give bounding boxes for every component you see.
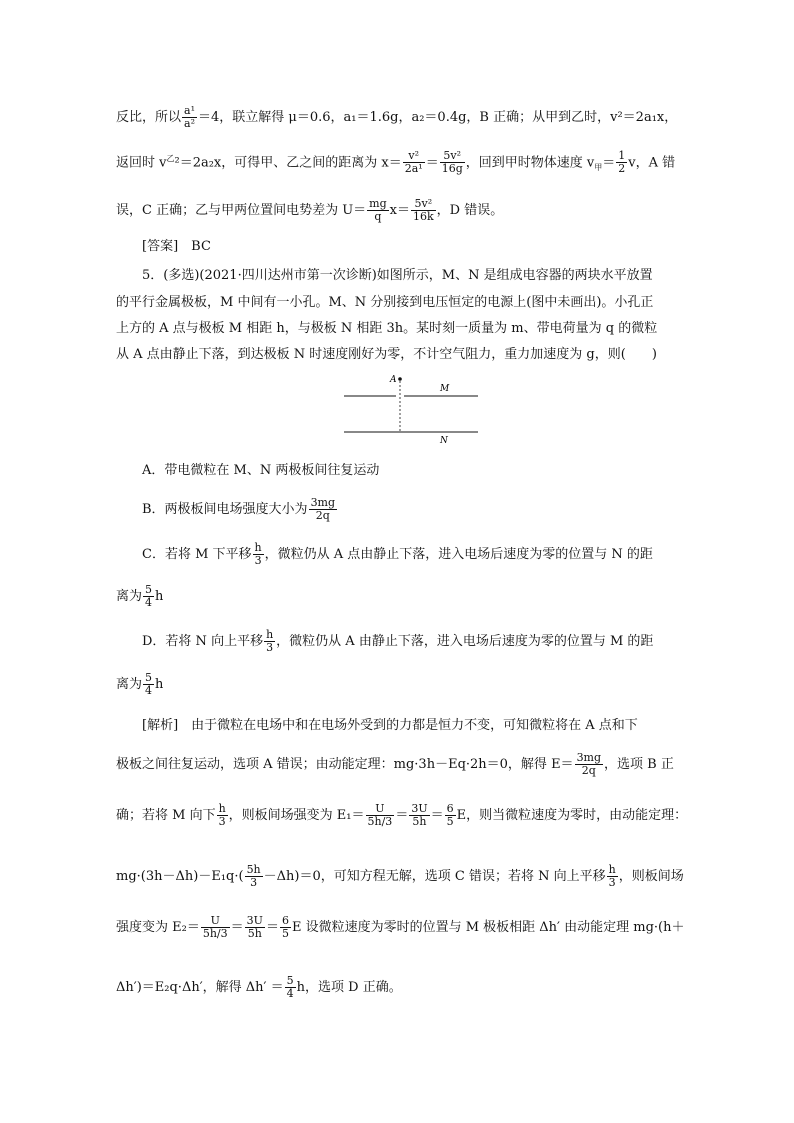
text-line: 返回时 $v^乙^2=2a_2x$，可得甲、乙之间的距离为 x＝ $\frac{\text{v²}}{\text{2a¹}}$ ＝ $\frac{\text{5v²}}{16g}$ ，回到甲时物体速度 $v_甲=$ $\frac{1}{2}$ v，A 错: [116, 149, 676, 176]
text: ＝4，联立解得 μ＝0.6，a₁＝1.6g，a₂＝0.4g，B 正确；从甲到乙时，v²＝2a₁x，: [197, 110, 678, 125]
option-d-cont: 离为 $\frac{5}{4}$ h: [116, 671, 164, 697]
capacitor-diagram: [340, 372, 482, 446]
analysis-text: 强度变为 E₂＝ $\frac{U}{5h/3}$ ＝ $\frac{3U}{5h}$ ＝ $\frac{6}{5}$ E 设微粒速度为零时的位置与 M 极板相距 Δh′ 由动能定理 mg·(h＋: [116, 914, 685, 940]
label-a: A: [390, 375, 397, 385]
fraction: $\frac{\text{5v²}}{16g}$: [441, 149, 463, 176]
fraction: $\frac{\text{v²}}{\text{2a¹}}$: [404, 149, 423, 176]
question-text: 5．(多选)(2021·四川达州市第一次诊断)如图所示，M、N 是组成电容器的两块水平放置: [142, 268, 653, 283]
text: 反比，所以: [116, 110, 182, 125]
analysis-text: 极板之间往复运动，选项 A 错误；由动能定理：mg·3h－Eq·2h＝0，解得 E＝ $\frac{3mg}{2q}$ ，选项 B 正: [116, 751, 674, 777]
point-a: [398, 377, 402, 381]
option-c-cont: 离为 $\frac{5}{4}$ h: [116, 583, 164, 609]
analysis-text: 确；若将 M 向下 $\frac{h}{3}$ ，则板间场强变为 E₁＝ $\frac{U}{5h/3}$ ＝ $\frac{3U}{5h}$ ＝ $\frac{6}{5}$ E，则当微粒速度为零时，由动能定理：: [116, 802, 688, 828]
fraction: $\frac{\text{5v²}}{16k}$: [413, 197, 434, 223]
option-b: B．两极板间电场强度大小为 $\frac{3mg}{2q}$: [142, 496, 336, 522]
text-line: 误，C 正确；乙与甲两位置间电势差为 U＝ $\frac{mg}{q}$ x＝ $\frac{\text{5v²}}{16k}$ ，D 错误。: [116, 197, 504, 223]
analysis-text: Δh′)＝E₂q·Δh′，解得 Δh′ ＝ $\frac{5}{4}$ h，选项 D 正确。: [116, 974, 402, 1000]
analysis-text: mg·(3h－Δh)－E₁q·( $\frac{5h}{3}$ －Δh)＝0，可知方程无解，选项 C 错误；若将 N 向上平移 $\frac{h}{3}$ ，则板间场: [116, 863, 684, 889]
label-n: N: [440, 436, 448, 446]
fraction: $\frac{1}{2}$: [618, 149, 626, 176]
question-text: 的平行金属极板，M 中间有一小孔。M、N 分别接到电压恒定的电源上(图中未画出)。小孔正: [116, 295, 654, 310]
text-line: [116, 105, 678, 130]
option-c: C．若将 M 下平移 $\frac{h}{3}$ ，微粒仍从 A 点由静止下落，进入电场后速度为零的位置与 N 的距: [142, 541, 653, 567]
fraction: $\frac{\text{a¹}}{\text{a²}}$: [184, 104, 195, 130]
answer: [答案] BC: [142, 239, 211, 254]
question-text: 从 A 点由静止下落，到达极板 N 时速度刚好为零，不计空气阻力，重力加速度为 g，则( ): [116, 347, 657, 362]
question-text: 上方的 A 点与极板 M 相距 h，与极板 N 相距 3h。某时刻一质量为 m、带电荷量为 q 的微粒: [116, 321, 658, 336]
option-a: A．带电微粒在 M、N 两极板间往复运动: [142, 463, 380, 478]
analysis-text: [解析] 由于微粒在电场中和在电场外受到的力都是恒力不变，可知微粒将在 A 点和下: [142, 718, 638, 733]
fraction: $\frac{mg}{q}$: [369, 197, 387, 223]
label-m: M: [440, 384, 450, 394]
option-d: D．若将 N 向上平移 $\frac{h}{3}$ ，微粒仍从 A 由静止下落，进入电场后速度为零的位置与 M 的距: [142, 628, 654, 654]
